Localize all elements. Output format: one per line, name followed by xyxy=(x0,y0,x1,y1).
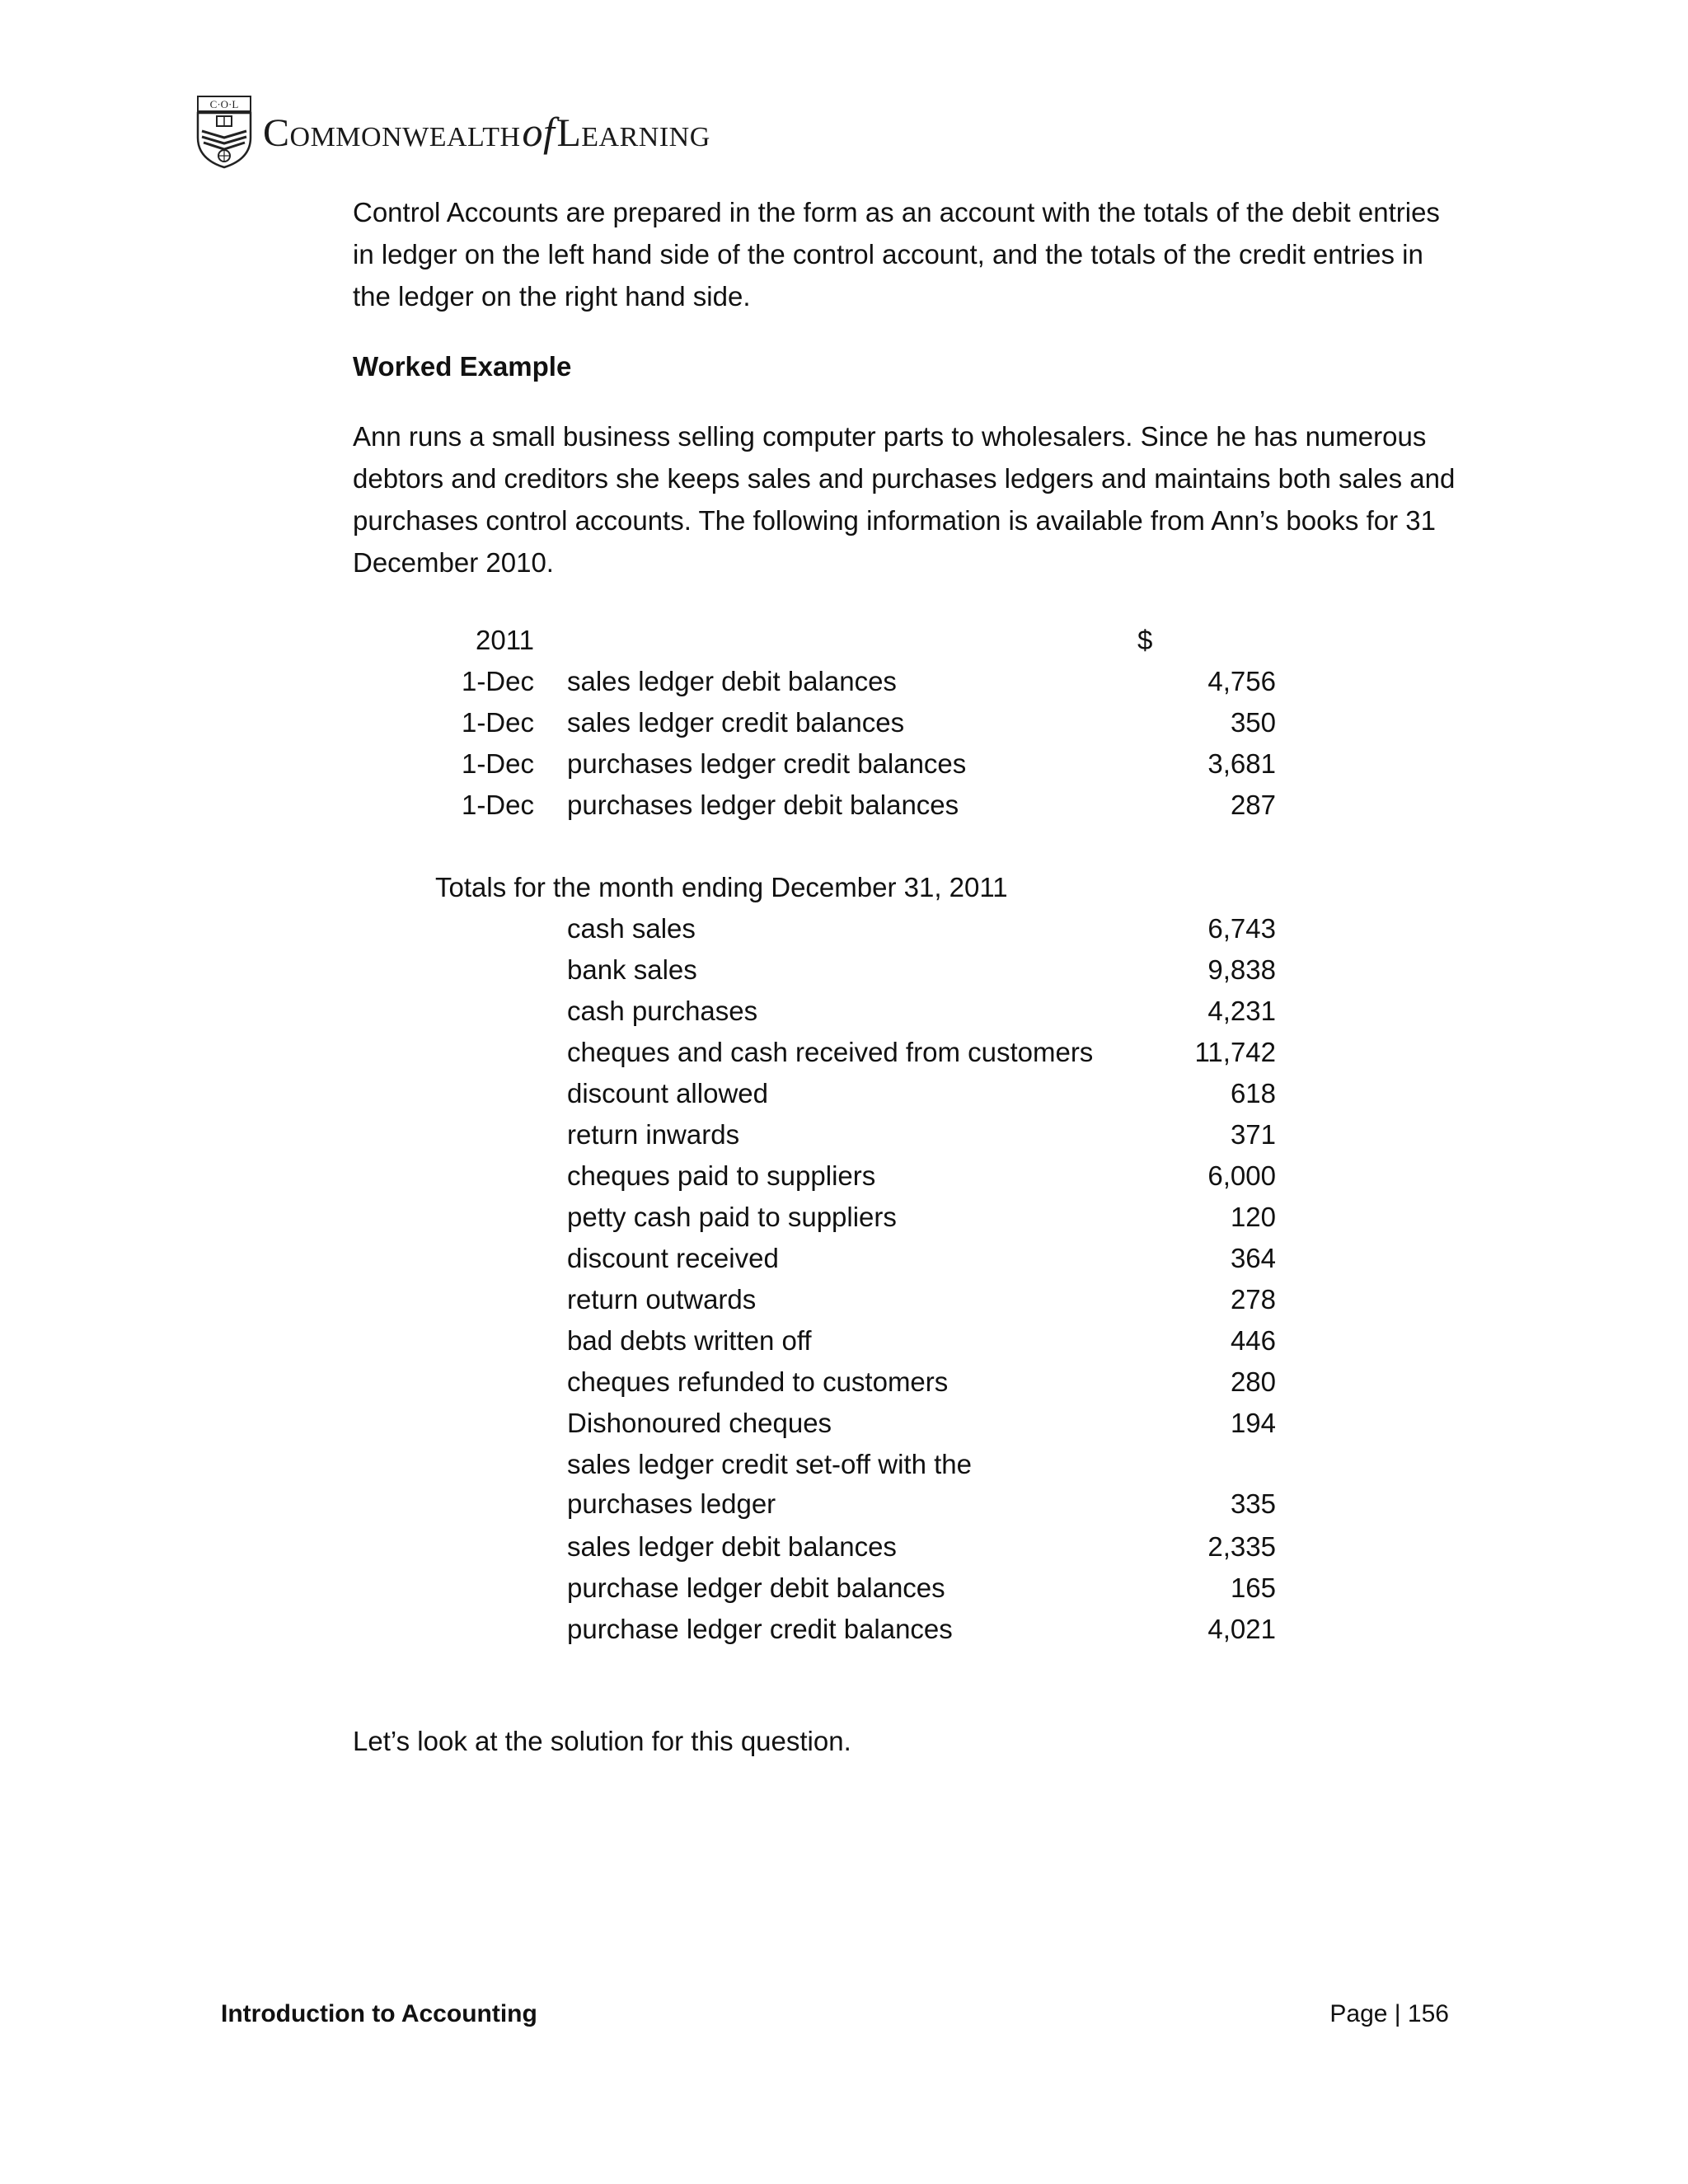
body-text xyxy=(353,191,1507,583)
footer-title: Introduction to Accounting xyxy=(221,2000,537,2027)
table-row: petty cash paid to suppliers 120 xyxy=(567,1202,1276,1232)
table-row: discount received 364 xyxy=(567,1243,1276,1273)
worked-example-heading: Worked Example xyxy=(353,351,572,382)
table-row: sales ledger debit balances 2,335 xyxy=(567,1531,1276,1562)
col-shield-icon xyxy=(195,95,253,169)
intro-line-1: Control Accounts are prepared in the form as an account with the totals of the debit entries xyxy=(353,197,1440,227)
table-row: 1-Dec purchases ledger credit balances 3,681 xyxy=(461,748,1276,779)
table-row: bank sales 9,838 xyxy=(567,954,1276,985)
table-row-setoff: sales ledger credit set-off with the purchases ledger 335 xyxy=(567,1449,1276,1519)
currency-label: $ xyxy=(1137,625,1153,655)
table-row: Dishonoured cheques 194 xyxy=(567,1408,1276,1438)
table-row: cash sales 6,743 xyxy=(567,913,1276,944)
org-name: COMMONWEALTHofLEARNING xyxy=(263,109,710,155)
example-line-3: purchases control accounts. The following information is available from Ann’s books for 31 xyxy=(353,505,1436,536)
monthly-totals-table xyxy=(353,867,1342,1650)
opening-balances-table xyxy=(353,620,1342,826)
table-row: cheques paid to suppliers 6,000 xyxy=(567,1160,1276,1191)
table-row: 1-Dec sales ledger credit balances 350 xyxy=(461,707,1276,738)
intro-line-2: in ledger on the left hand side of the control account, and the totals of the credit entries in xyxy=(353,239,1423,269)
table-row: cash purchases 4,231 xyxy=(567,996,1276,1026)
table-row: 1-Dec purchases ledger debit balances 287 xyxy=(461,790,1276,820)
table-row: purchase ledger credit balances 4,021 xyxy=(567,1614,1276,1644)
logo-badge-text: C·O·L xyxy=(209,98,239,110)
page-number: Page | 156 xyxy=(1329,2000,1449,2027)
table-row: discount allowed 618 xyxy=(567,1078,1276,1108)
table-row: bad debts written off 446 xyxy=(567,1325,1276,1356)
totals-title: Totals for the month ending December 31, 2011 xyxy=(435,872,1008,902)
example-line-4: December 2010. xyxy=(353,547,554,578)
header-logo xyxy=(195,95,710,169)
table-row: purchase ledger debit balances 165 xyxy=(567,1572,1276,1603)
example-line-2: debtors and creditors she keeps sales and purchases ledgers and maintains both sales and xyxy=(353,463,1456,494)
intro-line-3: the ledger on the right hand side. xyxy=(353,281,751,312)
closing-text: Let’s look at the solution for this question. xyxy=(353,1726,851,1756)
table-row: 1-Dec sales ledger debit balances 4,756 xyxy=(461,666,1276,696)
table-row: return inwards 371 xyxy=(567,1119,1276,1150)
table-row: return outwards 278 xyxy=(567,1284,1276,1315)
table-row: cheques and cash received from customers 11,742 xyxy=(567,1037,1276,1067)
year-label: 2011 xyxy=(476,625,534,655)
example-line-1: Ann runs a small business selling computer parts to wholesalers. Since he has numerous xyxy=(353,421,1427,452)
table-row: cheques refunded to customers 280 xyxy=(567,1366,1276,1397)
table-header-row xyxy=(353,620,1342,661)
totals-title-row xyxy=(353,867,1342,908)
